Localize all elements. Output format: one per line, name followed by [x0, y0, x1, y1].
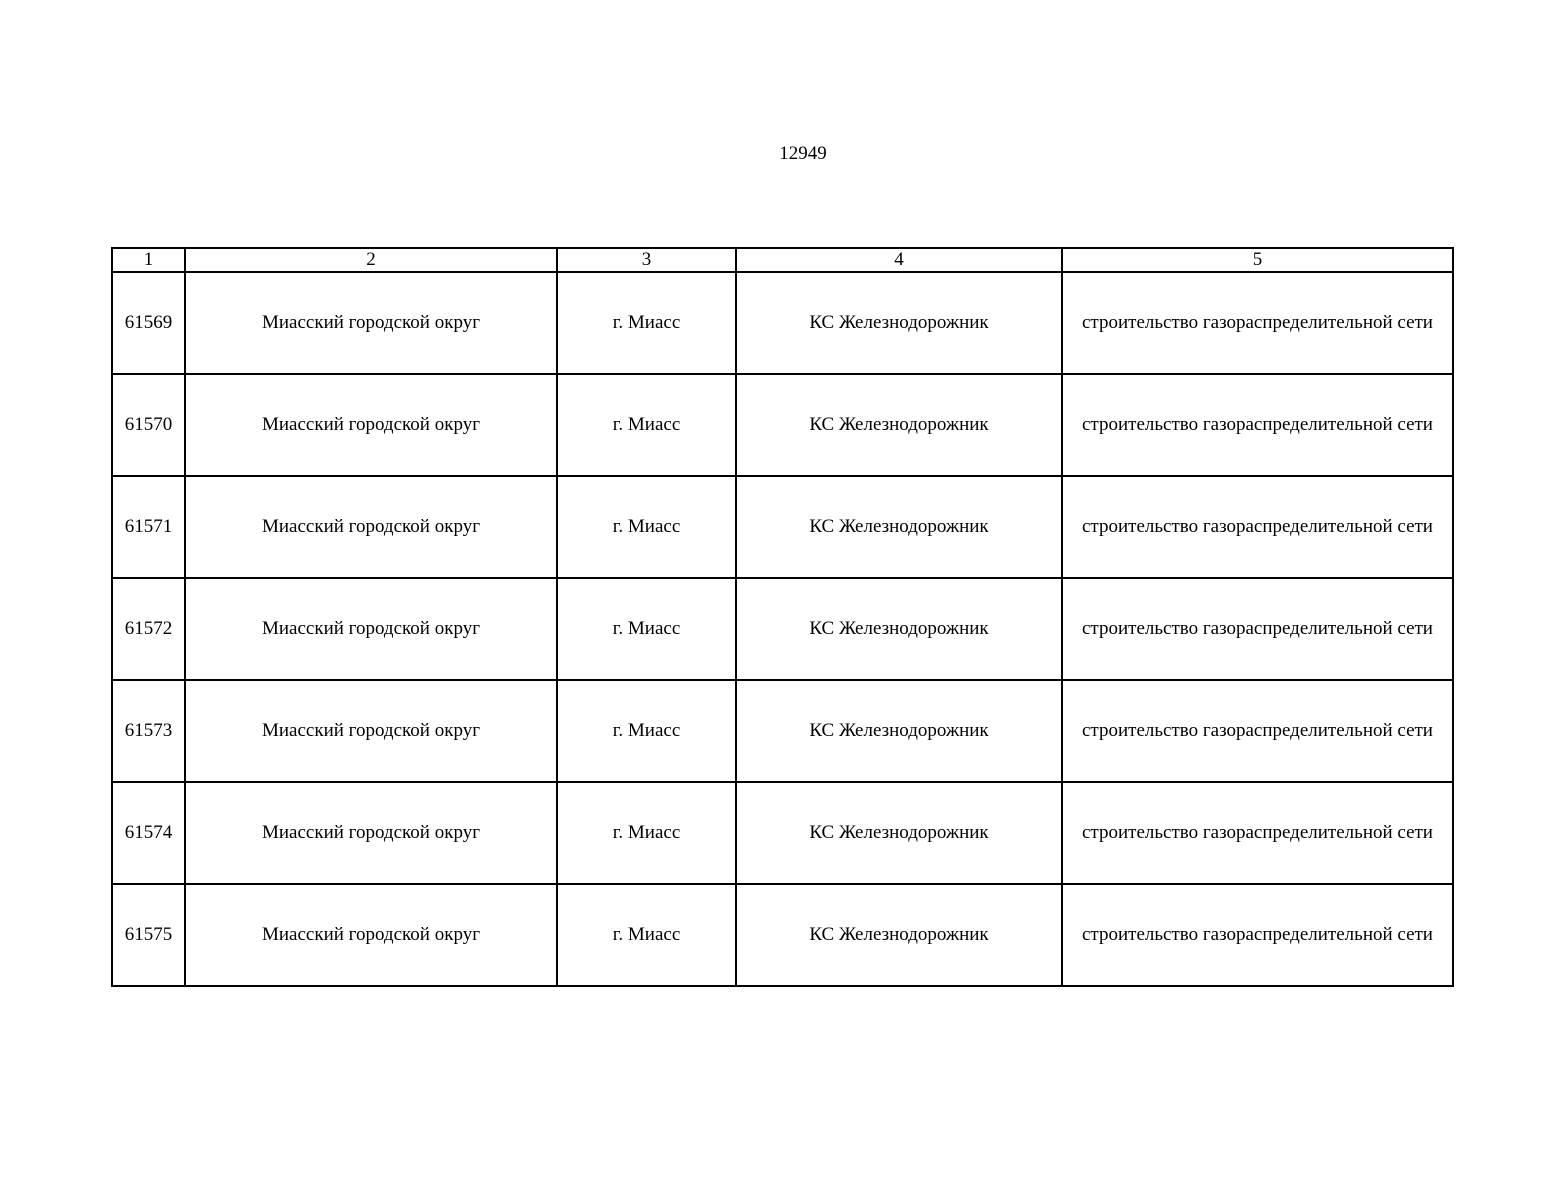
cell-object: КС Железнодорожник [736, 272, 1062, 374]
cell-id: 61574 [112, 782, 185, 884]
cell-object: КС Железнодорожник [736, 578, 1062, 680]
table-row [112, 374, 1453, 476]
cell-purpose: строительство газораспределительной сети [1062, 782, 1453, 884]
cell-city: г. Миасс [557, 476, 736, 578]
cell-city: г. Миасс [557, 884, 736, 986]
table-row [112, 680, 1453, 782]
column-header-5: 5 [1062, 248, 1453, 272]
cell-id: 61575 [112, 884, 185, 986]
cell-object: КС Железнодорожник [736, 476, 1062, 578]
cell-id: 61571 [112, 476, 185, 578]
cell-purpose: строительство газораспределительной сети [1062, 680, 1453, 782]
cell-purpose: строительство газораспределительной сети [1062, 272, 1453, 374]
cell-purpose: строительство газораспределительной сети [1062, 374, 1453, 476]
table-row [112, 884, 1453, 986]
table-row [112, 578, 1453, 680]
cell-object: КС Железнодорожник [736, 782, 1062, 884]
data-table [111, 247, 1454, 987]
table-row [112, 782, 1453, 884]
cell-district: Миасский городской округ [185, 578, 557, 680]
column-header-1: 1 [112, 248, 185, 272]
column-header-4: 4 [736, 248, 1062, 272]
cell-district: Миасский городской округ [185, 884, 557, 986]
cell-id: 61569 [112, 272, 185, 374]
cell-id: 61573 [112, 680, 185, 782]
column-header-2: 2 [185, 248, 557, 272]
cell-id: 61570 [112, 374, 185, 476]
cell-district: Миасский городской округ [185, 374, 557, 476]
cell-district: Миасский городской округ [185, 476, 557, 578]
cell-id: 61572 [112, 578, 185, 680]
cell-purpose: строительство газораспределительной сети [1062, 884, 1453, 986]
cell-city: г. Миасс [557, 680, 736, 782]
cell-purpose: строительство газораспределительной сети [1062, 476, 1453, 578]
table-header-row [112, 248, 1453, 272]
cell-city: г. Миасс [557, 578, 736, 680]
column-header-3: 3 [557, 248, 736, 272]
table-row [112, 272, 1453, 374]
cell-district: Миасский городской округ [185, 782, 557, 884]
cell-city: г. Миасс [557, 782, 736, 884]
cell-object: КС Железнодорожник [736, 374, 1062, 476]
table-row [112, 476, 1453, 578]
cell-city: г. Миасс [557, 272, 736, 374]
cell-city: г. Миасс [557, 374, 736, 476]
cell-district: Миасский городской округ [185, 680, 557, 782]
cell-object: КС Железнодорожник [736, 680, 1062, 782]
cell-purpose: строительство газораспределительной сети [1062, 578, 1453, 680]
cell-district: Миасский городской округ [185, 272, 557, 374]
cell-object: КС Железнодорожник [736, 884, 1062, 986]
page-number: 12949 [779, 143, 827, 164]
